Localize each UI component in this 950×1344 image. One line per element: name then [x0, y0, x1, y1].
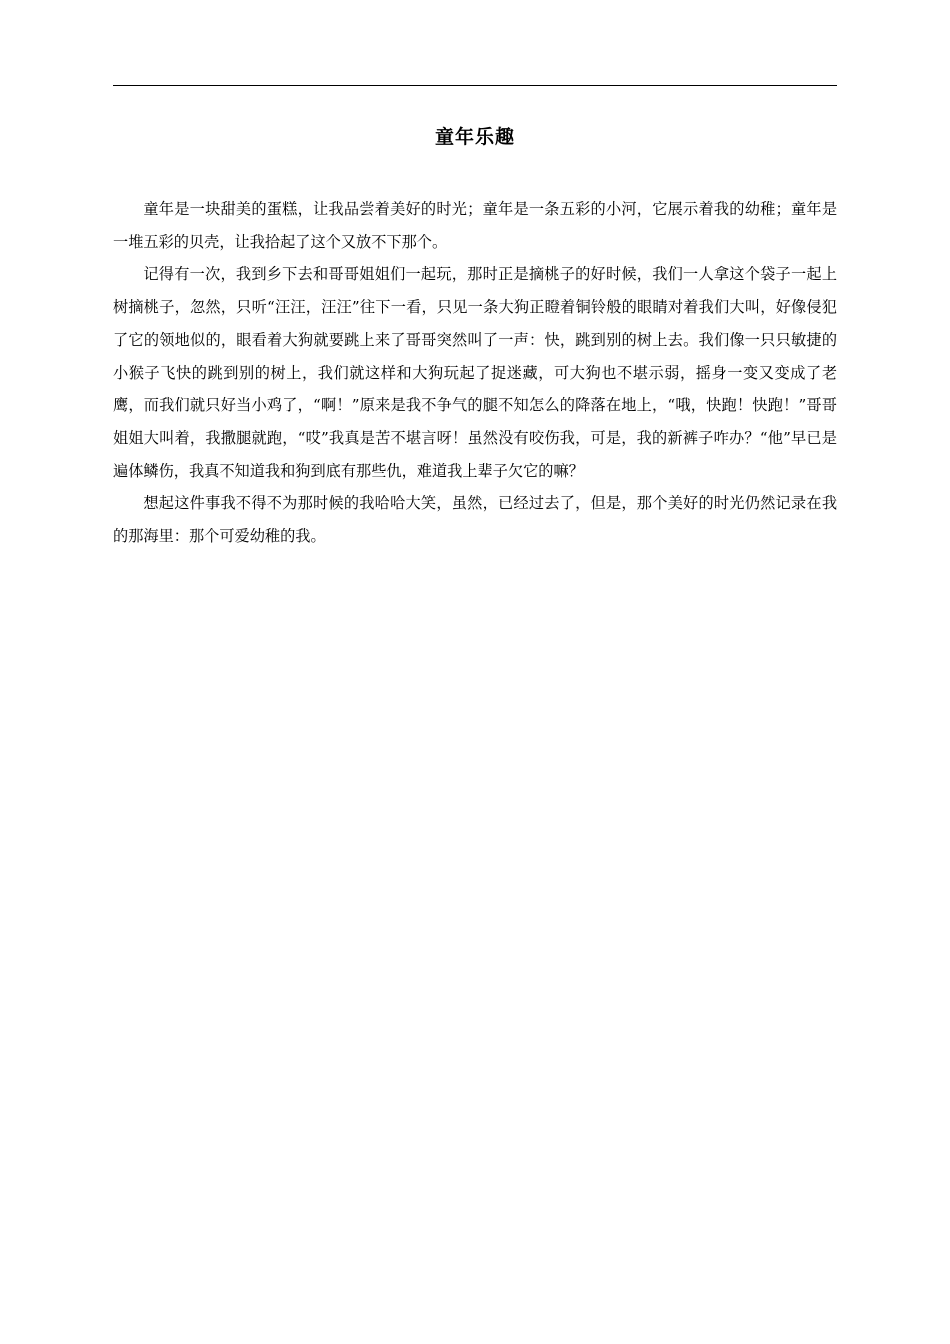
paragraph-2: 记得有一次，我到乡下去和哥哥姐姐们一起玩，那时正是摘桃子的好时候，我们一人拿这个袋子一起上树摘桃子，忽然，只听“汪汪，汪汪”往下一看，只见一条大狗正瞪着铜铃般的眼睛对着我们大叫，好像侵犯了它的领地似的，眼看着大狗就要跳上来了哥哥突然叫了一声：快，跳到别的树上去。我们像一只只敏捷的小猴子飞快的跳到别的树上，我们就这样和大狗玩起了捉迷藏，可大狗也不堪示弱，摇身一变又变成了老鹰，而我们就只好当小鸡了，“啊！”原来是我不争气的腿不知怎么的降落在地上，“哦，快跑！快跑！”哥哥姐姐大叫着，我撒腿就跑，“哎”我真是苦不堪言呀！虽然没有咬伤我，可是，我的新裤子咋办？“他”早已是遍体鳞伤，我真不知道我和狗到底有那些仇，难道我上辈子欠它的嘛？: [113, 265, 837, 480]
document-title: 童年乐趣: [434, 126, 515, 148]
paragraph-3: 想起这件事我不得不为那时候的我哈哈大笑，虽然，已经过去了，但是，那个美好的时光仍然记录在我的那海里：那个可爱幼稚的我。: [113, 494, 837, 546]
document-body: [113, 193, 837, 553]
header-rule: [113, 85, 837, 86]
paragraph-1: 童年是一块甜美的蛋糕，让我品尝着美好的时光；童年是一条五彩的小河，它展示着我的幼稚；童年是一堆五彩的贝壳，让我拾起了这个又放不下那个。: [113, 200, 837, 251]
